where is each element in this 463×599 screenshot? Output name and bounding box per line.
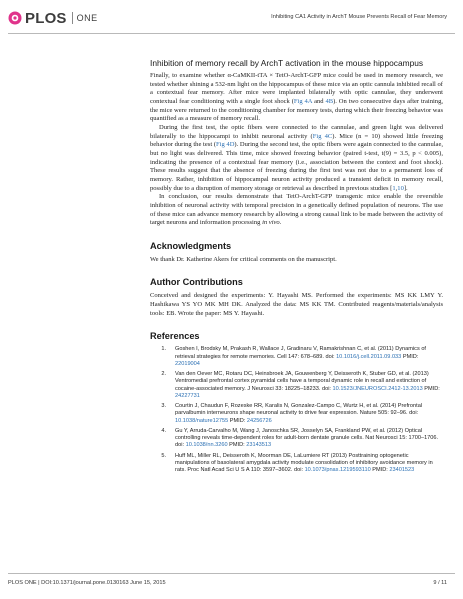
reference-doi-link[interactable]: 10.1073/pnas.1219593110 xyxy=(304,467,371,474)
author-contributions-text: Conceived and designed the experiments: Y. Hayashi MS. Performed the experiments: MS KK LMY Y. Hashikawa YS YO MK MH DK. Analyzed the data: MS KK TM. Contributed reagents/materials/analysis tools: EB. Wrote the paper: MS Y. Hayashi. xyxy=(150,292,443,317)
reference-item xyxy=(150,428,443,449)
reference-item xyxy=(150,453,443,474)
paragraph-1-text-a: Finally, to examine whether α-CaMKII-tTA × TetO-ArchT-GFP mice could be used in memory research, we tested whether shining a 532-nm light on the hippocampus of these mice via an optic cannula inhibited recall of a contextual fear memory. After mice were implanted bilaterally with optic cannulae, they underwent contextual fear conditioning with a single foot shock ( xyxy=(150,72,443,105)
header-rule xyxy=(8,33,455,34)
reference-pmid-label: PMID: xyxy=(422,385,440,392)
plos-logo-icon xyxy=(8,11,22,25)
paragraph-2-text-a: During the first test, the optic fibers were connected to the cannulae, and green light was delivered bilaterally to the hippocampi to inhibit neuronal activity ( xyxy=(150,123,443,140)
ref-1-link[interactable]: 1 xyxy=(392,184,396,192)
paragraph-1-text-b: ). On two consecutive days after training, the mice were returned to the conditioning chamber for memory tests, during which their freezing behavior was quantified as a measure of memory recall. xyxy=(150,97,443,123)
reference-item xyxy=(150,346,443,367)
article-body xyxy=(150,58,443,478)
reference-pmid-label: PMID: xyxy=(227,442,247,449)
footer-rule xyxy=(8,573,455,574)
page-number: 9 / 11 xyxy=(433,580,447,586)
author-contributions-heading: Author Contributions xyxy=(150,277,243,288)
reference-number: 2. xyxy=(161,371,166,378)
logo-text: PLOS xyxy=(25,9,67,27)
reference-pmid-link[interactable]: 24227731 xyxy=(175,392,200,399)
fig-4c-link[interactable]: Fig 4C xyxy=(312,132,333,140)
acknowledgments-text: We thank Dr. Katherine Akers for critical comments on the manuscript. xyxy=(150,255,337,263)
reference-pmid-label: PMID: xyxy=(401,353,419,360)
plos-one-logo[interactable] xyxy=(8,8,98,28)
paragraph-2-text-b: ). Mice (n = 10) showed little freezing behavior during the test ( xyxy=(150,132,444,149)
reference-list xyxy=(150,346,443,474)
reference-pmid-link[interactable]: 22019004 xyxy=(175,360,200,367)
paragraph-1-and: and xyxy=(312,97,326,105)
reference-item xyxy=(150,403,443,424)
page-header xyxy=(0,0,463,36)
fig-4d-link[interactable]: Fig 4D xyxy=(216,141,235,149)
reference-number: 4. xyxy=(161,428,166,435)
paragraph-2-comma: , xyxy=(395,184,398,192)
logo-sub: ONE xyxy=(76,13,98,23)
reference-pmid-link[interactable]: 23401523 xyxy=(389,467,415,474)
paragraph-1 xyxy=(150,72,443,124)
paragraph-3-text-a: In conclusion, our results demonstrate that TetO-ArchT-GFP transgenic mice enable the reversible inhibition of neuronal activity with temporal precision in a genetically defined population of neurons. The use of these mice can advance memory research by allowing a strong causal link to be made between the activity of target neurons and information processing xyxy=(150,193,443,227)
reference-pmid-link[interactable]: 23143513 xyxy=(246,442,272,449)
reference-doi-link[interactable]: 10.1523/JNEUROSCI.2412-13.2013 xyxy=(332,385,423,392)
reference-text: Courtin J, Chaudun F, Rozeske RR, Karalis N, Gonzalez-Campo C, Wurtz H, et al. (2014) Prefrontal parvalbumin interneurons shape neuronal activity to drive fear expression. Nature 505: 92–96. doi: xyxy=(175,403,423,417)
running-title: Inhibiting CA1 Activity in ArchT Mouse Prevents Recall of Fear Memory xyxy=(271,14,447,20)
acknowledgments-heading: Acknowledgments xyxy=(150,240,232,251)
logo-divider xyxy=(72,12,73,24)
reference-text: Van den Oever MC, Rotaru DC, Heinsbroek JA, Gouwenberg Y, Deisseroth K, Stuber GD, et al. (2013) Ventromedial prefrontal cortex pyramidal cells have a temporal dynamic role in recall and extinction of cocaine-associated memory. J Neurosci 33: 18225–18233. doi: xyxy=(175,371,429,392)
reference-pmid-label: PMID: xyxy=(228,417,247,424)
reference-pmid-label: PMID: xyxy=(370,467,390,474)
reference-pmid-link[interactable]: 24256726 xyxy=(246,417,272,424)
references-heading: References xyxy=(150,331,200,342)
paragraph-2-text-d: ]. xyxy=(403,184,408,192)
paragraph-2-text-c: ). During the second test, the optic fibers were again connected to the cannulae, but no light was delivered. This time, mice showed freezing behavior (paired t-test, t(9) = 3.5, p < 0.005), indicating the presence of a contextual fear memory (i.e., association between the context and foot shock). These results suggest that the absence of freezing during the first test was not due to a permanent loss of memory. Rather, inhibition of hippocampal neuron activity produced a transient deficit in memory recall, possibly due to a disruption of memory storage or retrieval as described in previous studies [ xyxy=(150,141,443,192)
section-heading-inhibition: Inhibition of memory recall by ArchT activation in the mouse hippocampus xyxy=(150,58,424,68)
reference-doi-link[interactable]: 10.1038/nature12755 xyxy=(175,417,229,424)
paragraph-3-italic: in vivo xyxy=(262,219,280,227)
fig-4b-link[interactable]: 4B xyxy=(325,97,334,105)
paragraph-3 xyxy=(150,193,443,228)
reference-text: Huff ML, Miller RL, Deisseroth K, Moorman DE, LaLumiere RT (2013) Posttraining optogenetic manipulations of basolateral amygdala activity modulate consolidation of inhibitory avoidance memory in rats. Proc Natl Acad Sci U S A 110: 3597–3602. doi: xyxy=(175,453,433,474)
paragraph-3-text-b: . xyxy=(279,219,282,227)
ref-10-link[interactable]: 10 xyxy=(397,184,404,192)
reference-number: 1. xyxy=(161,346,166,353)
fig-4a-link[interactable]: Fig 4A xyxy=(293,97,313,105)
reference-number: 5. xyxy=(161,453,166,460)
reference-number: 3. xyxy=(161,403,166,410)
footer-citation: PLOS ONE | DOI:10.1371/journal.pone.0130163 June 15, 2015 xyxy=(8,580,166,586)
reference-text: Gu Y, Arruda-Carvalho M, Wang J, Janoschka SR, Josselyn SA, Frankland PW, et al. (2012) Optical controlling reveals time-dependent roles for adult-born dentate granule cells. Nat Neurosci 15: 1700–1706. doi: xyxy=(175,428,439,449)
reference-doi-link[interactable]: 10.1038/nn.3260 xyxy=(185,442,228,449)
reference-text: Goshen I, Brodsky M, Prakash R, Wallace J, Gradinaru V, Ramakrishnan C, et al. (2011) Dynamics of retrieval strategies for remote memories. Cell 147: 678–689. doi: xyxy=(175,346,426,360)
paragraph-2 xyxy=(150,124,443,193)
reference-item xyxy=(150,371,443,400)
reference-doi-link[interactable]: 10.1016/j.cell.2011.09.033 xyxy=(336,353,402,360)
